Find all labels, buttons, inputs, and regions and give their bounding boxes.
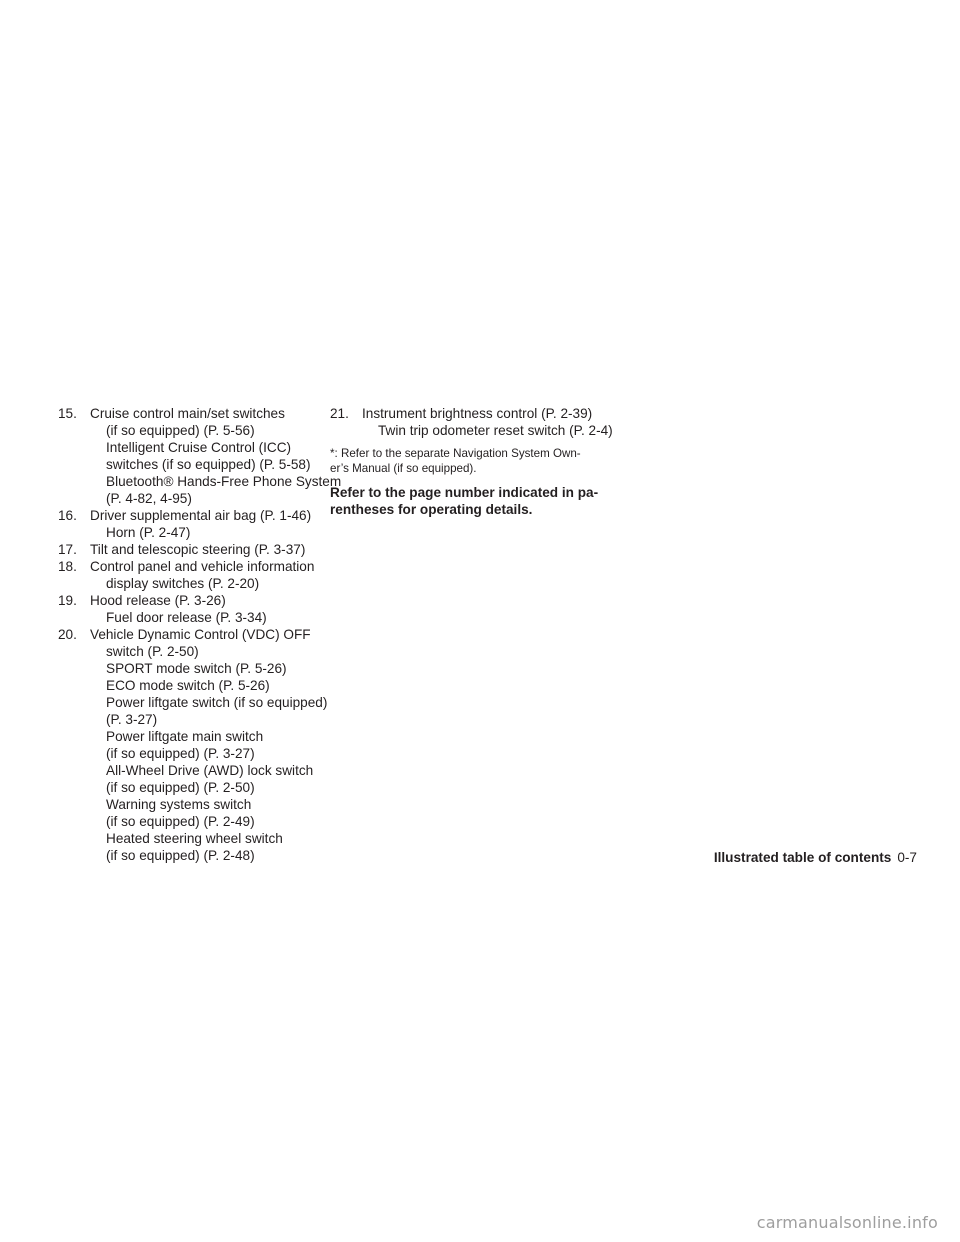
- entry-line: (if so equipped) (P. 5-56): [106, 423, 255, 438]
- entry-line: Cruise control main/set switches: [90, 406, 285, 421]
- entry-line: (P. 4-82, 4-95): [106, 491, 192, 506]
- entry-number: 19.: [58, 593, 77, 608]
- entry-number: 17.: [58, 542, 77, 557]
- page-footer: [714, 850, 917, 865]
- entry-line: Tilt and telescopic steering (P. 3-37): [90, 542, 306, 557]
- entry-line: Fuel door release (P. 3-34): [106, 610, 267, 625]
- page-reference-note: [330, 484, 620, 518]
- entry-line: ECO mode switch (P. 5-26): [106, 678, 270, 693]
- entry-line: Bluetooth® Hands-Free Phone System: [106, 474, 342, 489]
- entry-number: 15.: [58, 406, 77, 421]
- entry-line: switch (P. 2-50): [106, 644, 199, 659]
- entry-line: Vehicle Dynamic Control (VDC) OFF: [90, 627, 311, 642]
- entry-line: Hood release (P. 3-26): [90, 593, 226, 608]
- right-column: [330, 405, 620, 518]
- entry-line: Horn (P. 2-47): [106, 525, 191, 540]
- toc-entry: [58, 626, 328, 864]
- entry-line: Control panel and vehicle information: [90, 559, 315, 574]
- entry-line: All-Wheel Drive (AWD) lock switch: [106, 763, 314, 778]
- entry-line: (if so equipped) (P. 2-50): [106, 780, 255, 795]
- entry-line: (if so equipped) (P. 2-48): [106, 848, 255, 863]
- entry-line: Intelligent Cruise Control (ICC): [106, 440, 292, 455]
- navigation-footnote: [330, 446, 620, 476]
- entry-line: Heated steering wheel switch: [106, 831, 283, 846]
- section-title: Illustrated table of contents: [713, 850, 892, 865]
- toc-entry: [58, 558, 328, 592]
- footnote-line: er’s Manual (if so equipped).: [330, 462, 477, 475]
- entry-number: 16.: [58, 508, 77, 523]
- entry-number: 20.: [58, 627, 77, 642]
- entry-line: Power liftgate main switch: [106, 729, 264, 744]
- note-line: rentheses for operating details.: [330, 502, 533, 517]
- entry-line: Instrument brightness control (P. 2-39): [362, 406, 593, 421]
- note-line: Refer to the page number indicated in pa-: [330, 485, 599, 500]
- entry-line: (P. 3-27): [106, 712, 158, 727]
- entry-number: 21.: [330, 406, 349, 421]
- entry-number: 18.: [58, 559, 77, 574]
- right-entries: [330, 405, 620, 439]
- entry-line: SPORT mode switch (P. 5-26): [106, 661, 287, 676]
- entry-line: Driver supplemental air bag (P. 1-46): [90, 508, 312, 523]
- entry-line: switches (if so equipped) (P. 5-58): [106, 457, 311, 472]
- entry-line: Warning systems switch: [106, 797, 252, 812]
- toc-entry: [330, 405, 620, 439]
- entry-line: Twin trip odometer reset switch (P. 2-4): [378, 423, 613, 438]
- entry-line: display switches (P. 2-20): [106, 576, 260, 591]
- watermark[interactable]: carmanualsonline.info: [756, 1213, 938, 1232]
- entry-line: Power liftgate switch (if so equipped): [106, 695, 328, 710]
- toc-entry: [58, 592, 328, 626]
- footnote-line: *: Refer to the separate Navigation System Own-: [330, 447, 581, 460]
- entry-line: (if so equipped) (P. 3-27): [106, 746, 255, 761]
- toc-entry: [58, 541, 328, 558]
- toc-entry: [58, 507, 328, 541]
- entry-line: (if so equipped) (P. 2-49): [106, 814, 255, 829]
- page-number: 0-7: [897, 850, 917, 865]
